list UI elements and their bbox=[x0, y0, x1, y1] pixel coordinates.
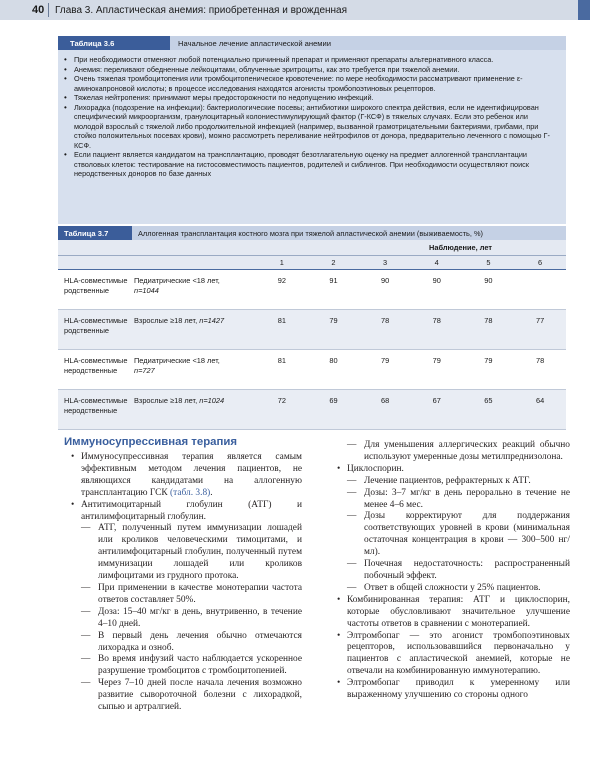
dash-paragraph: — Ответ в общей сложности у 25% пациентов. bbox=[330, 583, 570, 595]
survival-value: 78 bbox=[514, 349, 566, 389]
table-3-6-header bbox=[58, 36, 566, 50]
patient-population: Педиатрические <18 лет, n=727 bbox=[134, 349, 256, 389]
survival-table bbox=[58, 240, 566, 430]
survival-value: 81 bbox=[256, 309, 308, 349]
years-row bbox=[58, 255, 566, 269]
table-3-6-label: Таблица 3.6 bbox=[58, 36, 170, 50]
survival-value: 64 bbox=[514, 389, 566, 429]
list-item: • Лихорадка (подозрение на инфекции): бактериологические посевы; антибиотики широкого спектра действия, если не идентифицирован специфический микроорганизм, гранулоцитарный колониестимулирующий фактор (Г-КСФ) в тяжелых случаях. Если это ребенок или молодой взрослый с тяжелой либо продолжительной инфекцией (например, вызванной грамотрицательными бактериями, грибами, при стойко положительных посевах крови), можно рассмотреть переливание нейтрофилов от донора, предварительно леченного с помощью Г-КСФ. bbox=[64, 103, 558, 151]
dash-paragraph: — Доза: 15–40 мг/кг в день, внутривенно, в течение 4–10 дней. bbox=[64, 607, 302, 631]
dash-paragraph: — Для уменьшения аллергических реакций обычно используют умеренные дозы метилпреднизолона. bbox=[330, 440, 570, 464]
page-header bbox=[0, 0, 590, 20]
list-item: • Тяжелая нейтропения: принимают меры предосторожности по недопущению инфекций. bbox=[64, 93, 558, 103]
bullet-paragraph: • Иммуносупрессивная терапия является самым эффективным методом лечения пациентов, не являющихся кандидатами на аллогенную трансплантацию ГСК (табл. 3.8). bbox=[64, 452, 302, 500]
donor-group: HLA-совместимые родственные bbox=[58, 269, 134, 309]
survival-value: 92 bbox=[256, 269, 308, 309]
table-3-7-title: Аллогенная трансплантация костного мозга при тяжелой апластической анемии (выживаемость, %) bbox=[138, 228, 484, 238]
donor-group: HLA-совместимые родственные bbox=[58, 309, 134, 349]
section-title: Иммуносупрессивная терапия bbox=[64, 436, 238, 448]
bullet-paragraph: • Циклоспорин. bbox=[330, 464, 570, 476]
survival-value: 68 bbox=[359, 389, 411, 429]
bullet-paragraph: • Антитимоцитарный глобулин (АТГ) и антилимфоцитарный глобулин. bbox=[64, 500, 302, 524]
survival-value: 69 bbox=[308, 389, 360, 429]
survival-value: 90 bbox=[411, 269, 463, 309]
table-row bbox=[58, 309, 566, 349]
survival-value: 67 bbox=[411, 389, 463, 429]
donor-group: HLA-совместимые неродственные bbox=[58, 389, 134, 429]
donor-group: HLA-совместимые неродственные bbox=[58, 349, 134, 389]
dash-paragraph: — Во время инфузий часто наблюдается ускоренное разрушение тромбоцитов с тромбоцитопенией. bbox=[64, 654, 302, 678]
table-3-6-box bbox=[58, 36, 566, 224]
year-header: 2 bbox=[308, 255, 360, 269]
survival-value: 90 bbox=[359, 269, 411, 309]
survival-value: 65 bbox=[463, 389, 515, 429]
observation-header: Наблюдение, лет bbox=[256, 240, 566, 255]
survival-value: 78 bbox=[411, 309, 463, 349]
patient-population: Педиатрические <18 лет, n=1044 bbox=[134, 269, 256, 309]
table-3-7-header bbox=[58, 226, 566, 240]
list-item: • При необходимости отменяют любой потенциально причинный препарат и применяют препараты альтернативного класса. bbox=[64, 55, 558, 65]
chapter-title: Глава 3. Апластическая анемия: приобретенная и врожденная bbox=[55, 4, 348, 16]
survival-value: 79 bbox=[411, 349, 463, 389]
dash-paragraph: — При применении в качестве монотерапии частота ответов составляет 50%. bbox=[64, 583, 302, 607]
chapter-tab-marker bbox=[578, 0, 590, 20]
year-header: 4 bbox=[411, 255, 463, 269]
table-row bbox=[58, 349, 566, 389]
dash-paragraph: — Лечение пациентов, рефрактерных к АТГ. bbox=[330, 476, 570, 488]
table-3-7 bbox=[58, 226, 566, 430]
survival-value: 81 bbox=[256, 349, 308, 389]
survival-value: 80 bbox=[308, 349, 360, 389]
bullet-paragraph: • Элтромбопаг — это агонист тромбопоэтиновых рецепторов, использовавшийся первоначально у пациентов с апластической анемией, которые не отвечали на комбинированную иммунотерапию. bbox=[330, 631, 570, 679]
survival-value: 78 bbox=[463, 309, 515, 349]
dash-paragraph: — Через 7–10 дней после начала лечения возможно развитие сывороточной болезни с лихорадкой, сыпью и артралгией. bbox=[64, 678, 302, 714]
left-text-column bbox=[64, 452, 302, 714]
dash-paragraph: — Дозы корректируют для поддержания соответствующих уровней в крови (минимальная остаточная концентрация в крови — 300–500 нг/мл). bbox=[330, 511, 570, 559]
year-header: 1 bbox=[256, 255, 308, 269]
dash-paragraph: — АТГ, полученный путем иммунизации лошадей или кроликов человеческими тимоцитами, и антилимфоцитарный глобулин, полученный путем иммунизации лошадей или кроликов лимфоцитами из грудного протока. bbox=[64, 523, 302, 583]
year-header: 6 bbox=[514, 255, 566, 269]
patient-population: Взрослые ≥18 лет, n=1427 bbox=[134, 309, 256, 349]
list-item: • Если пациент является кандидатом на трансплантацию, проводят безотлагательную оценку на предмет аллогенной трансплантации стволовых клеток: тестирование на гистосовместимость пациентов, родителей и сиблингов. При необходимости осуществляют поиск неродственных доноров по базе данных bbox=[64, 150, 558, 179]
bullet-paragraph: • Элтромбопаг приводил к умеренному или выраженному улучшению со стороны одного bbox=[330, 678, 570, 702]
survival-value: 79 bbox=[308, 309, 360, 349]
patient-population: Взрослые ≥18 лет, n=1024 bbox=[134, 389, 256, 429]
list-item: • Очень тяжелая тромбоцитопения или тромбоцитопеническое кровотечение: по мере необходимости рассматривают применение ε-аминокапроновой кислоты; в процессе исследования находятся агонисты тромбопоэтиновых рецепторов. bbox=[64, 74, 558, 93]
right-text-column bbox=[330, 440, 570, 702]
list-item: • Анемия: переливают обедненные лейкоцитами, облученные эритроциты, как это требуется при тяжелой анемии. bbox=[64, 65, 558, 75]
year-header: 5 bbox=[463, 255, 515, 269]
survival-value: 79 bbox=[359, 349, 411, 389]
table-3-6-title: Начальное лечение апластической анемии bbox=[178, 38, 332, 48]
year-header: 3 bbox=[359, 255, 411, 269]
survival-value bbox=[514, 269, 566, 309]
observation-header-row bbox=[58, 240, 566, 255]
survival-value: 77 bbox=[514, 309, 566, 349]
survival-value: 90 bbox=[463, 269, 515, 309]
survival-value: 79 bbox=[463, 349, 515, 389]
table-row bbox=[58, 269, 566, 309]
table-3-7-label: Таблица 3.7 bbox=[58, 226, 132, 240]
dash-paragraph: — В первый день лечения обычно отмечаются лихорадка и озноб. bbox=[64, 631, 302, 655]
dash-paragraph: — Почечная недостаточность: распространенный побочный эффект. bbox=[330, 559, 570, 583]
table-3-6-list bbox=[58, 50, 566, 179]
header-divider bbox=[48, 3, 49, 17]
table-row bbox=[58, 389, 566, 429]
page-number: 40 bbox=[32, 4, 45, 16]
survival-value: 78 bbox=[359, 309, 411, 349]
table-reference-link[interactable]: (табл. 3.8) bbox=[170, 487, 211, 498]
survival-value: 91 bbox=[308, 269, 360, 309]
survival-value: 72 bbox=[256, 389, 308, 429]
dash-paragraph: — Дозы: 3–7 мг/кг в день перорально в течение не менее 4–6 мес. bbox=[330, 488, 570, 512]
bullet-paragraph: • Комбинированная терапия: АТГ и циклоспорин, которые обусловливают значительное улучшение частоты ответов в сравнении с монотерапией. bbox=[330, 595, 570, 631]
